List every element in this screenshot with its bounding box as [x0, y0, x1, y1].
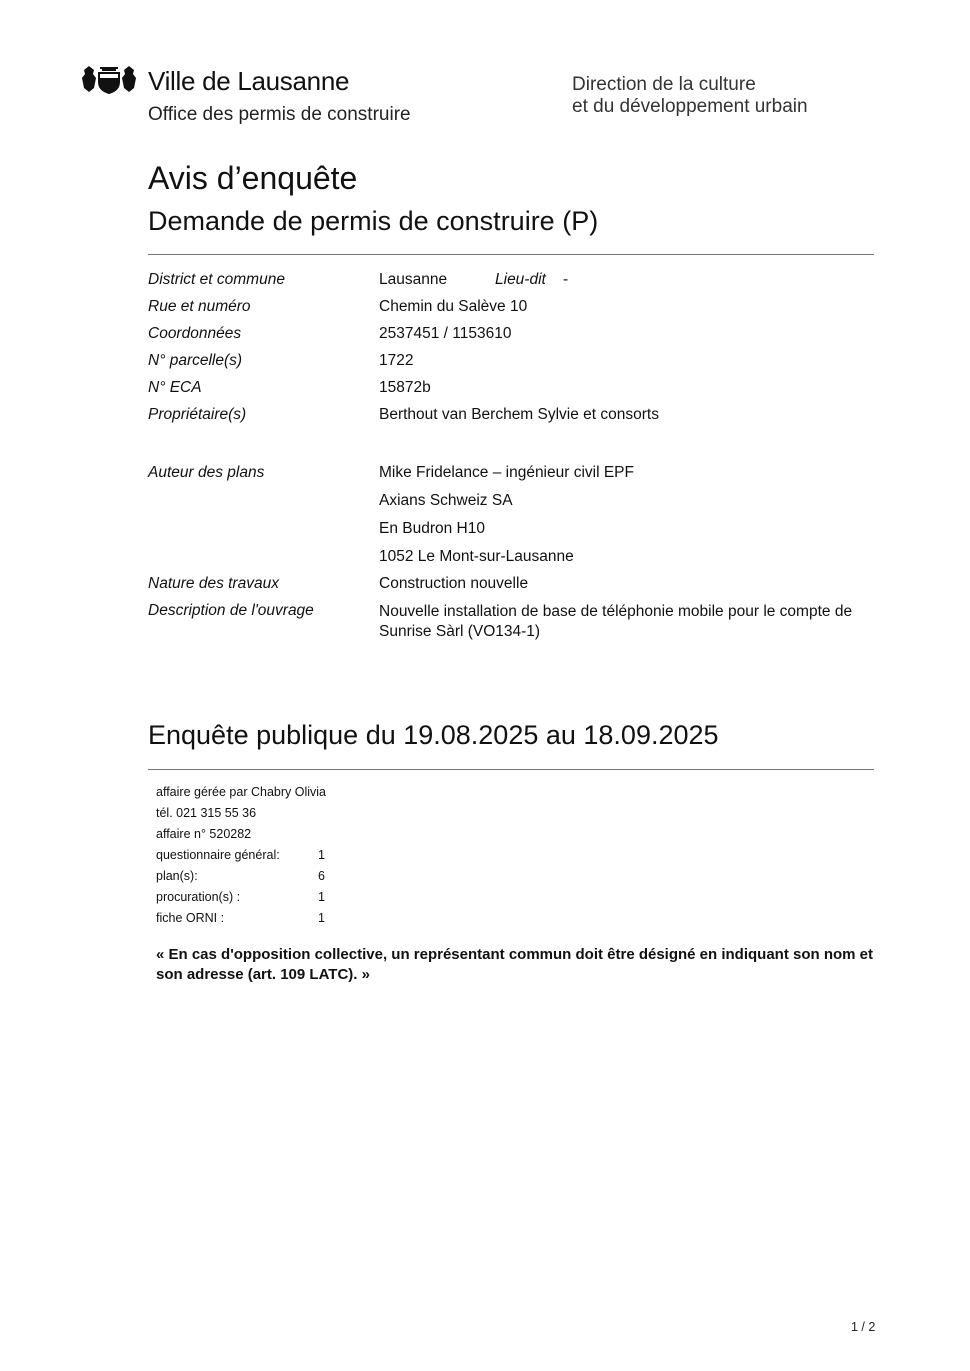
nature-value: Construction nouvelle	[379, 575, 529, 592]
description-value: Nouvelle installation de base de téléphonie mobile pour le compte de Sunrise Sàrl (VO134-1)	[379, 603, 853, 640]
document-label: procuration(s) :	[156, 890, 241, 904]
document-label: plan(s):	[156, 869, 198, 883]
auteur-line: Axians Schweiz SA	[379, 492, 513, 509]
rue-label: Rue et numéro	[148, 298, 251, 315]
opposition-notice: « En cas d'opposition collective, un représentant commun doit être désigné en indiquant son nom et son adresse (art. 109 LATC). »	[156, 946, 874, 983]
lieu-dit-label: Lieu-dit	[495, 271, 546, 288]
document-label: questionnaire général:	[156, 848, 280, 862]
org-name: Ville de Lausanne	[148, 66, 350, 96]
auteur-line: Mike Fridelance – ingénieur civil EPF	[379, 464, 634, 481]
page-indicator: 1 / 2	[851, 1320, 876, 1334]
page-subtitle: Demande de permis de construire (P)	[148, 206, 599, 236]
page-title: Avis d’enquête	[148, 160, 358, 196]
parcelles-value: 1722	[379, 352, 414, 369]
proprietaires-value: Berthout van Berchem Sylvie et consorts	[379, 406, 659, 423]
document-count: 1	[318, 848, 325, 862]
lausanne-coat-of-arms-icon	[80, 64, 138, 94]
district-value: Lausanne	[379, 271, 448, 288]
proprietaires-label: Propriétaire(s)	[148, 406, 247, 423]
auteur-line: En Budron H10	[379, 520, 485, 537]
description-label: Description de l'ouvrage	[148, 602, 314, 619]
document-count: 6	[318, 869, 325, 883]
eca-label: N° ECA	[148, 379, 202, 396]
rue-value: Chemin du Salève 10	[379, 298, 528, 315]
auteur-label: Auteur des plans	[148, 464, 265, 481]
department-line-1: Direction de la culture	[572, 74, 756, 95]
nature-label: Nature des travaux	[148, 575, 279, 592]
affaire-tel: tél. 021 315 55 36	[156, 806, 257, 820]
affaire-numero: affaire n° 520282	[156, 827, 252, 841]
enquete-title: Enquête publique du 19.08.2025 au 18.09.2025	[148, 720, 719, 750]
document-count: 1	[318, 890, 325, 904]
lieu-dit-value: -	[563, 271, 569, 288]
department-line-2: et du développement urbain	[572, 96, 808, 117]
divider	[148, 769, 874, 770]
office-name: Office des permis de construire	[148, 104, 411, 125]
parcelles-label: N° parcelle(s)	[148, 352, 243, 369]
eca-value: 15872b	[379, 379, 431, 396]
affaire-geree-par: affaire gérée par Chabry Olivia	[156, 785, 326, 799]
coordonnees-value: 2537451 / 1153610	[379, 325, 512, 342]
district-label: District et commune	[148, 271, 285, 288]
divider	[148, 254, 874, 255]
auteur-line: 1052 Le Mont-sur-Lausanne	[379, 548, 574, 565]
document-count: 1	[318, 911, 325, 925]
document-label: fiche ORNI :	[156, 911, 225, 925]
department-name	[572, 74, 808, 118]
coordonnees-label: Coordonnées	[148, 325, 242, 342]
